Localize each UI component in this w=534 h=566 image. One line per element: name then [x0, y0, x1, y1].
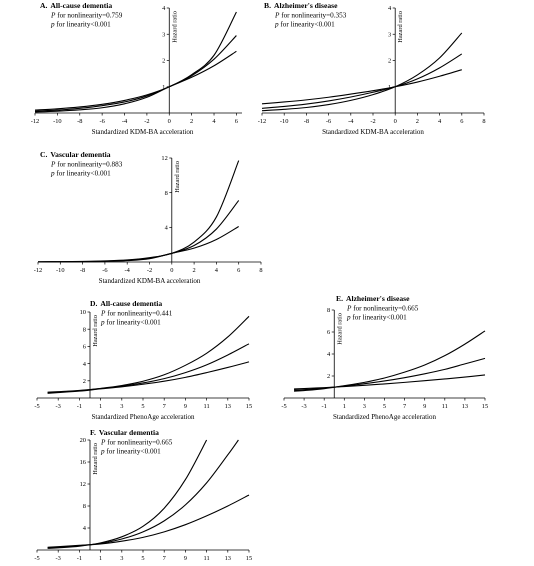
x-tick-label: 7: [402, 403, 407, 410]
x-tick-label: 8: [259, 267, 263, 274]
panel-letter: A.: [40, 1, 48, 10]
series-line-3: [38, 226, 239, 261]
y-tick-label: 2: [387, 57, 392, 65]
y-tick-label: 3: [387, 31, 392, 39]
panel-title-text: Vascular dementia: [50, 150, 111, 159]
y-tick-label: 6: [82, 343, 86, 351]
series-line-2: [35, 36, 236, 112]
x-tick-label: 2: [415, 118, 420, 125]
x-tick-label: -10: [279, 118, 289, 125]
x-axis-label: Standardized PhenoAge acceleration: [91, 413, 195, 421]
stat-linearity: [50, 170, 111, 178]
series-line-3: [35, 51, 236, 112]
x-tick-label: 5: [141, 403, 145, 410]
stat-nonlinearity-text: for nonlinearity=0.441: [105, 309, 173, 318]
panel-d: [34, 299, 252, 421]
x-tick-label: -12: [30, 118, 40, 125]
x-tick-label: 1: [98, 555, 103, 562]
x-tick-label: 0: [167, 118, 171, 125]
x-tick-label: 6: [234, 118, 239, 125]
x-tick-label: -3: [301, 403, 307, 410]
x-tick-label: 0: [170, 267, 174, 274]
stat-linearity: [100, 319, 161, 327]
panel-letter: B.: [264, 1, 271, 10]
x-axis-label: Standardized KDM-BA acceleration: [98, 277, 201, 285]
x-tick-label: -3: [55, 555, 61, 562]
y-tick-label: 16: [79, 459, 86, 467]
stat-p-symbol: P: [101, 438, 106, 447]
series-line-2: [262, 54, 462, 108]
x-tick-label: 8: [482, 118, 486, 125]
y-tick-label: 4: [327, 351, 331, 359]
x-tick-label: -10: [56, 267, 65, 274]
panel-title: [90, 428, 159, 437]
series-line-1: [262, 70, 462, 104]
stat-nonlinearity: [50, 12, 123, 20]
x-tick-label: 15: [481, 403, 489, 410]
panel-title-text: Vascular dementia: [98, 428, 159, 437]
stat-p-symbol: p: [347, 313, 351, 322]
x-tick-label: 11: [203, 403, 210, 410]
x-axis-label: Standardized KDM-BA acceleration: [322, 128, 424, 136]
x-tick-label: 2: [190, 118, 194, 125]
stat-linearity-text: for linearity<0.001: [278, 20, 335, 29]
stat-nonlinearity: [274, 12, 347, 20]
x-tick-label: -6: [325, 118, 332, 125]
stat-linearity-text: for linearity<0.001: [54, 169, 111, 178]
x-tick-label: 3: [362, 403, 367, 410]
series-line-1: [294, 331, 485, 391]
x-tick-label: 5: [141, 555, 145, 562]
stat-p-symbol: P: [347, 304, 352, 313]
x-tick-label: -10: [53, 118, 62, 125]
stat-p-symbol: p: [101, 447, 105, 456]
stat-linearity: [100, 448, 161, 456]
y-tick-label: 6: [327, 329, 331, 337]
panel-b: [258, 1, 486, 136]
y-axis-label: Hazard ratio: [397, 11, 405, 43]
y-tick-label: 3: [162, 31, 166, 39]
y-tick-label: 20: [79, 437, 86, 445]
panel-title-text: Alzheimer's disease: [345, 294, 410, 303]
x-tick-label: -5: [34, 403, 40, 410]
panel-title-text: All-cause dementia: [100, 299, 163, 308]
x-tick-label: -1: [76, 555, 83, 562]
stat-p-symbol: P: [101, 309, 106, 318]
x-axis-label: Standardized KDM-BA acceleration: [91, 128, 194, 136]
y-tick-label: 12: [161, 155, 168, 163]
x-tick-label: -2: [144, 118, 150, 125]
x-tick-label: 11: [203, 555, 210, 562]
x-tick-label: 1: [342, 403, 346, 410]
y-tick-label: 4: [164, 224, 168, 232]
x-tick-label: -4: [124, 267, 130, 274]
x-tick-label: -4: [121, 118, 128, 125]
y-tick-label: 4: [387, 5, 392, 13]
x-tick-label: 9: [183, 555, 188, 562]
x-tick-label: -8: [77, 118, 83, 125]
x-tick-label: 6: [237, 267, 241, 274]
panel-f: [34, 428, 252, 566]
x-tick-label: 11: [441, 403, 448, 410]
panel-letter: E.: [336, 294, 343, 303]
x-tick-label: -12: [257, 118, 267, 125]
x-axis-label: Standardized PhenoAge acceleration: [332, 413, 437, 421]
y-tick-label: 2: [162, 57, 166, 65]
x-tick-label: -12: [33, 267, 43, 274]
series-line-1: [48, 316, 249, 392]
x-tick-label: 6: [460, 118, 464, 125]
x-tick-label: 15: [245, 403, 253, 410]
x-tick-label: -8: [303, 118, 310, 125]
stat-linearity-text: for linearity<0.001: [54, 20, 111, 29]
x-tick-label: 5: [382, 403, 387, 410]
x-tick-label: 9: [423, 403, 427, 410]
x-tick-label: 13: [224, 403, 231, 410]
x-tick-label: 7: [162, 555, 166, 562]
x-tick-label: 0: [393, 118, 397, 125]
x-tick-label: 1: [98, 403, 103, 410]
y-axis-label: Hazard ratio: [92, 443, 99, 475]
y-axis-label: Hazard ratio: [173, 161, 181, 193]
stat-p-symbol: p: [275, 20, 279, 29]
y-tick-label: 8: [82, 326, 86, 334]
stat-nonlinearity-text: for nonlinearity=0.759: [55, 11, 123, 20]
y-tick-label: 1: [387, 83, 392, 91]
stat-p-symbol: p: [101, 318, 105, 327]
stat-nonlinearity-text: for nonlinearity=0.665: [105, 438, 173, 447]
y-tick-label: 2: [327, 373, 331, 381]
stat-p-symbol: P: [51, 11, 56, 20]
stat-nonlinearity: [100, 439, 173, 447]
y-tick-label: 4: [162, 5, 166, 13]
stat-linearity: [50, 21, 111, 29]
stat-nonlinearity: [100, 310, 173, 318]
x-tick-label: -2: [370, 118, 376, 125]
stat-linearity-text: for linearity<0.001: [104, 318, 161, 327]
x-tick-label: -5: [281, 403, 287, 410]
stat-nonlinearity: [346, 305, 419, 313]
panel-e: [281, 294, 488, 421]
x-tick-label: -6: [102, 267, 108, 274]
stat-p-symbol: P: [51, 160, 56, 169]
series-line-2: [38, 200, 239, 261]
x-tick-label: -2: [146, 267, 153, 274]
series-line-3: [48, 362, 249, 393]
x-tick-label: 4: [437, 118, 442, 125]
y-tick-label: 8: [82, 503, 86, 511]
panel-title: [40, 1, 112, 10]
y-axis-label: Hazard ratio: [336, 313, 344, 345]
series-line-2: [48, 344, 249, 393]
x-tick-label: -5: [34, 555, 40, 562]
y-tick-label: 2: [82, 378, 86, 385]
stat-nonlinearity: [50, 161, 123, 169]
x-tick-label: 4: [214, 267, 219, 274]
panel-title: [90, 299, 162, 308]
panel-title: [336, 294, 410, 303]
panel-letter: D.: [90, 299, 98, 308]
stat-linearity: [274, 21, 335, 29]
x-tick-label: -3: [55, 403, 61, 410]
stat-nonlinearity-text: for nonlinearity=0.665: [351, 304, 419, 313]
stat-linearity: [346, 314, 407, 322]
x-tick-label: 2: [192, 267, 196, 274]
panel-a: [31, 1, 242, 136]
series-line-1: [48, 440, 207, 548]
stat-linearity-text: for linearity<0.001: [104, 447, 161, 456]
panel-letter: C.: [40, 150, 48, 159]
x-tick-label: 15: [245, 555, 253, 562]
y-axis-label: Hazard ratio: [92, 315, 99, 347]
x-tick-label: 3: [120, 555, 124, 562]
y-tick-label: 12: [79, 481, 86, 489]
panel-title-text: All-cause dementia: [50, 1, 113, 10]
stat-nonlinearity-text: for nonlinearity=0.353: [279, 11, 347, 20]
panel-title: [264, 1, 338, 10]
panel-title: [40, 150, 111, 159]
y-tick-label: 4: [82, 360, 86, 368]
stat-p-symbol: P: [275, 11, 280, 20]
x-tick-label: 4: [212, 118, 216, 125]
x-tick-label: 9: [183, 403, 188, 410]
stat-linearity-text: for linearity<0.001: [350, 313, 407, 322]
panel-title-text: Alzheimer's disease: [273, 1, 338, 10]
y-axis-label: Hazard ratio: [171, 11, 179, 43]
x-tick-label: 13: [224, 555, 231, 562]
x-tick-label: -1: [321, 403, 327, 410]
x-tick-label: 3: [120, 403, 124, 410]
x-tick-label: -1: [76, 403, 83, 410]
stat-p-symbol: p: [51, 169, 55, 178]
panel-c: [34, 150, 263, 285]
series-line-2: [48, 440, 239, 548]
stat-p-symbol: p: [51, 20, 55, 29]
x-tick-label: -8: [79, 267, 86, 274]
x-tick-label: -6: [99, 118, 105, 125]
x-tick-label: 13: [461, 403, 469, 410]
y-tick-label: 8: [327, 307, 331, 315]
x-tick-label: 7: [162, 403, 166, 410]
x-tick-label: -4: [348, 118, 354, 125]
y-tick-label: 1: [162, 83, 166, 91]
y-tick-label: 8: [164, 189, 168, 197]
series-line-2: [294, 358, 485, 390]
y-tick-label: 4: [82, 525, 86, 533]
y-tick-label: 10: [79, 309, 86, 317]
stat-nonlinearity-text: for nonlinearity=0.883: [55, 160, 123, 169]
panel-letter: F.: [90, 428, 96, 437]
series-line-3: [48, 495, 249, 547]
